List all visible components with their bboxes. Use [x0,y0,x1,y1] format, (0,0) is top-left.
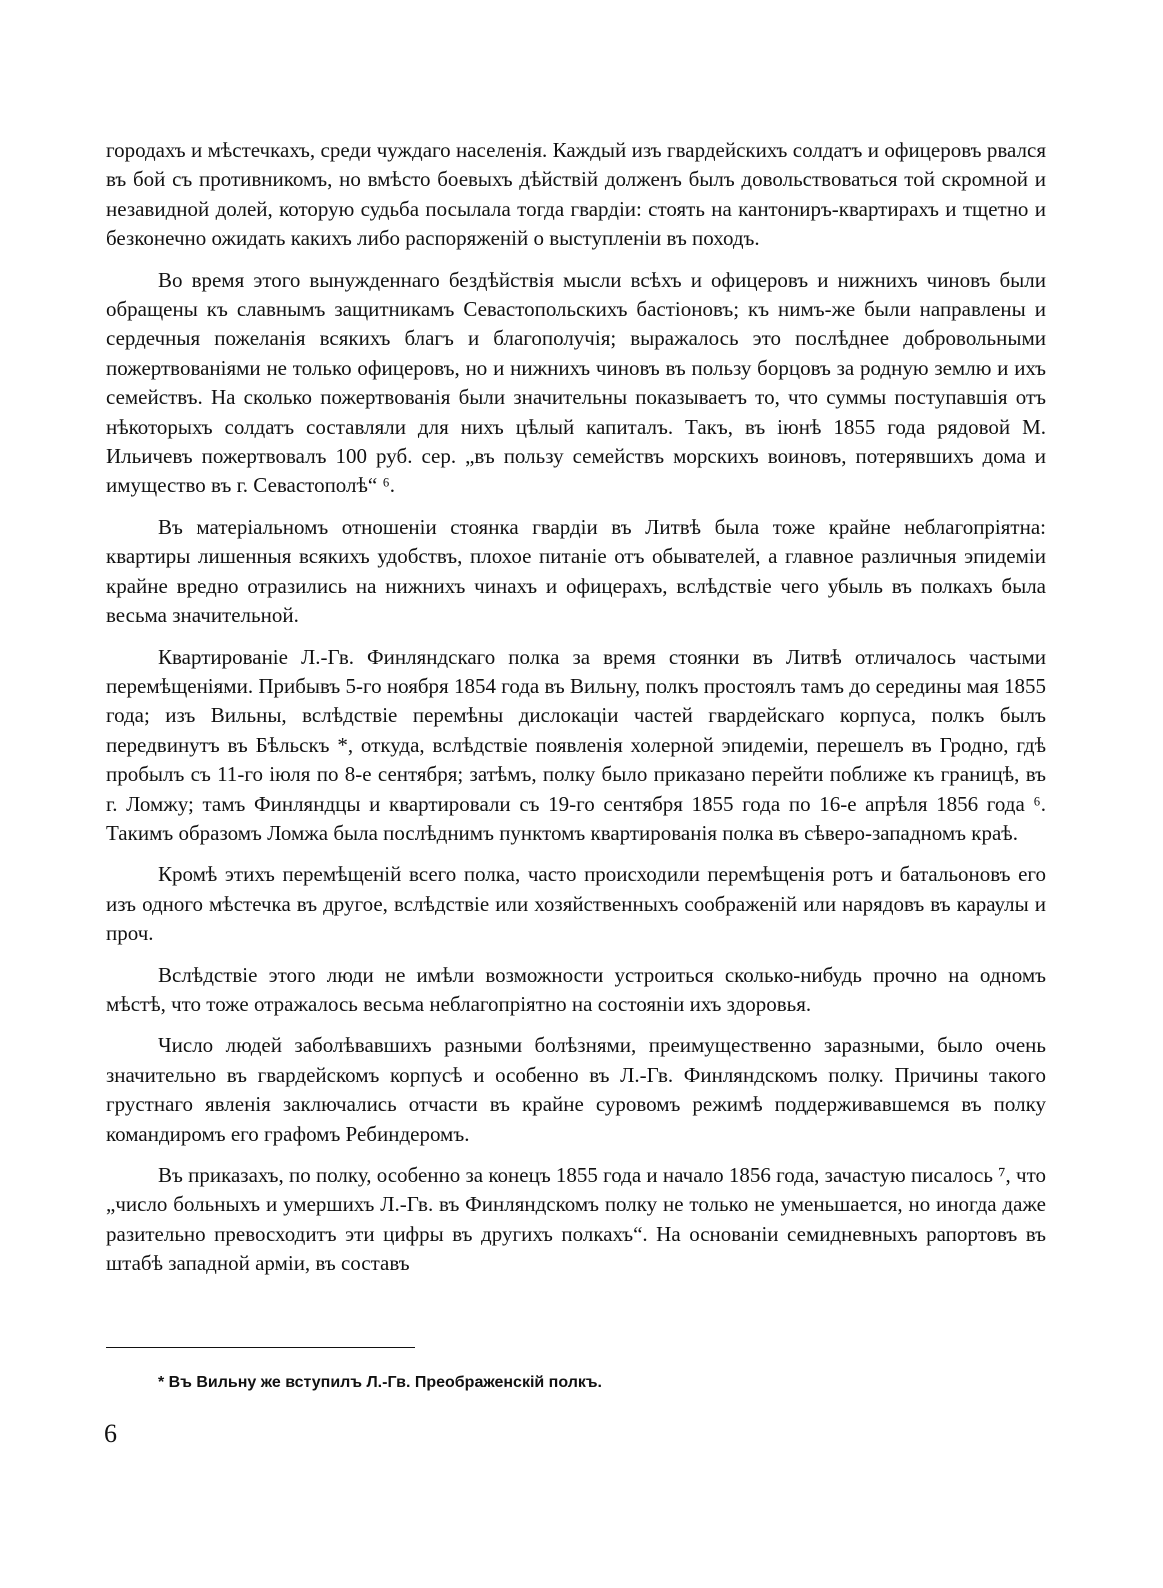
paragraph-1: городахъ и мѣстечкахъ, среди чуждаго населенія. Каждый изъ гвардейскихъ солдатъ и офицеровъ рвался въ бой съ противникомъ, но вмѣсто боевыхъ дѣйствій долженъ былъ довольствоваться той скромной и незавидной долей, которую судьба посылала тогда гвардіи: стоять на кантониръ-квартирахъ и тщетно и безконечно ожидать какихъ либо распоряженій о выступленіи въ походъ. [106,138,1046,251]
footnote: * Въ Вильну же вступилъ Л.-Гв. Преображенскій полкъ. [158,1374,602,1391]
footnote-divider [106,1347,415,1348]
paragraph-5: Кромѣ этихъ перемѣщеній всего полка, часто происходили перемѣщенія ротъ и батальоновъ его изъ одного мѣстечка въ другое, вслѣдствіе или хозяйственныхъ соображеній или нарядовъ въ караулы и проч. [106,862,1046,946]
page-number: 6 [104,1419,117,1448]
paragraph-6: Вслѣдствіе этого люди не имѣли возможности устроиться сколько-нибудь прочно на одномъ мѣстѣ, что тоже отражалось весьма неблагопріятно на состояніи ихъ здоровья. [106,962,1046,1016]
page-body [106,136,1046,1291]
paragraph-8: Въ приказахъ, по полку, особенно за конецъ 1855 года и начало 1856 года, зачастую писалось ⁷, что „число больныхъ и умершихъ Л.-Гв. въ Финляндскомъ полку не только не уменьшается, но иногда даже разительно превосходитъ эти цифры въ другихъ полкахъ“. На основаніи семидневныхъ рапортовъ въ штабѣ западной арміи, въ составъ [106,1163,1046,1276]
paragraph-3: Въ матеріальномъ отношеніи стоянка гвардіи въ Литвѣ была тоже крайне неблагопріятна: квартиры лишенныя всякихъ удобствъ, плохое питаніе отъ обывателей, а главное различныя эпидеміи крайне вредно отразились на нижнихъ чинахъ и офицерахъ, вслѣдствіе чего убыль въ полкахъ была весьма значительной. [106,514,1046,628]
paragraph-2: Во время этого вынужденнаго бездѣйствія мысли всѣхъ и офицеровъ и нижнихъ чиновъ были обращены къ славнымъ защитникамъ Севастопольскихъ бастіоновъ; къ нимъ-же были направлены и сердечныя пожеланія всякихъ благъ и благополучія; выражалось это послѣднее добровольными пожертвованіями не только офицеровъ, но и нижнихъ чиновъ въ пользу борцовъ за родную землю и ихъ семействъ. На сколько пожертвованія были значительны показываетъ то, что суммы поступавшія отъ нѣкоторыхъ солдатъ составляли для нихъ цѣлый капиталъ. Такъ, въ іюнѣ 1855 года рядовой М. Ильичевъ пожертвовалъ 100 руб. сер. „въ пользу семействъ морскихъ воиновъ, потерявшихъ дома и имущество въ г. Севастополѣ“ ⁶. [106,267,1046,498]
paragraph-7: Число людей заболѣвавшихъ разными болѣзнями, преимущественно заразными, было очень значительно въ гвардейскомъ корпусѣ и особенно въ Л.-Гв. Финляндскомъ полку. Причины такого грустнаго явленія заключались отчасти въ крайне суровомъ режимѣ поддерживавшемся въ полку командиромъ его графомъ Ребиндеромъ. [106,1033,1046,1146]
paragraph-4: Квартированіе Л.-Гв. Финляндскаго полка за время стоянки въ Литвѣ отличалось частыми перемѣщеніями. Прибывъ 5-го ноября 1854 года въ Вильну, полкъ простоялъ тамъ до середины мая 1855 года; изъ Вильны, вслѣдствіе перемѣны дислокаціи частей гвардейскаго корпуса, полкъ былъ передвинутъ въ Бѣльскъ *, откуда, вслѣдствіе появленія холерной эпидеміи, перешелъ въ Гродно, гдѣ пробылъ съ 11-го іюля по 8-е сентября; затѣмъ, полку было приказано перейти поближе къ границѣ, въ г. Ломжу; тамъ Финляндцы и квартировали съ 19-го сентября 1855 года по 16-е апрѣля 1856 года ⁶. Такимъ образомъ Ломжа была послѣднимъ пунктомъ квартированія полка въ сѣверо-западномъ краѣ. [106,644,1046,845]
